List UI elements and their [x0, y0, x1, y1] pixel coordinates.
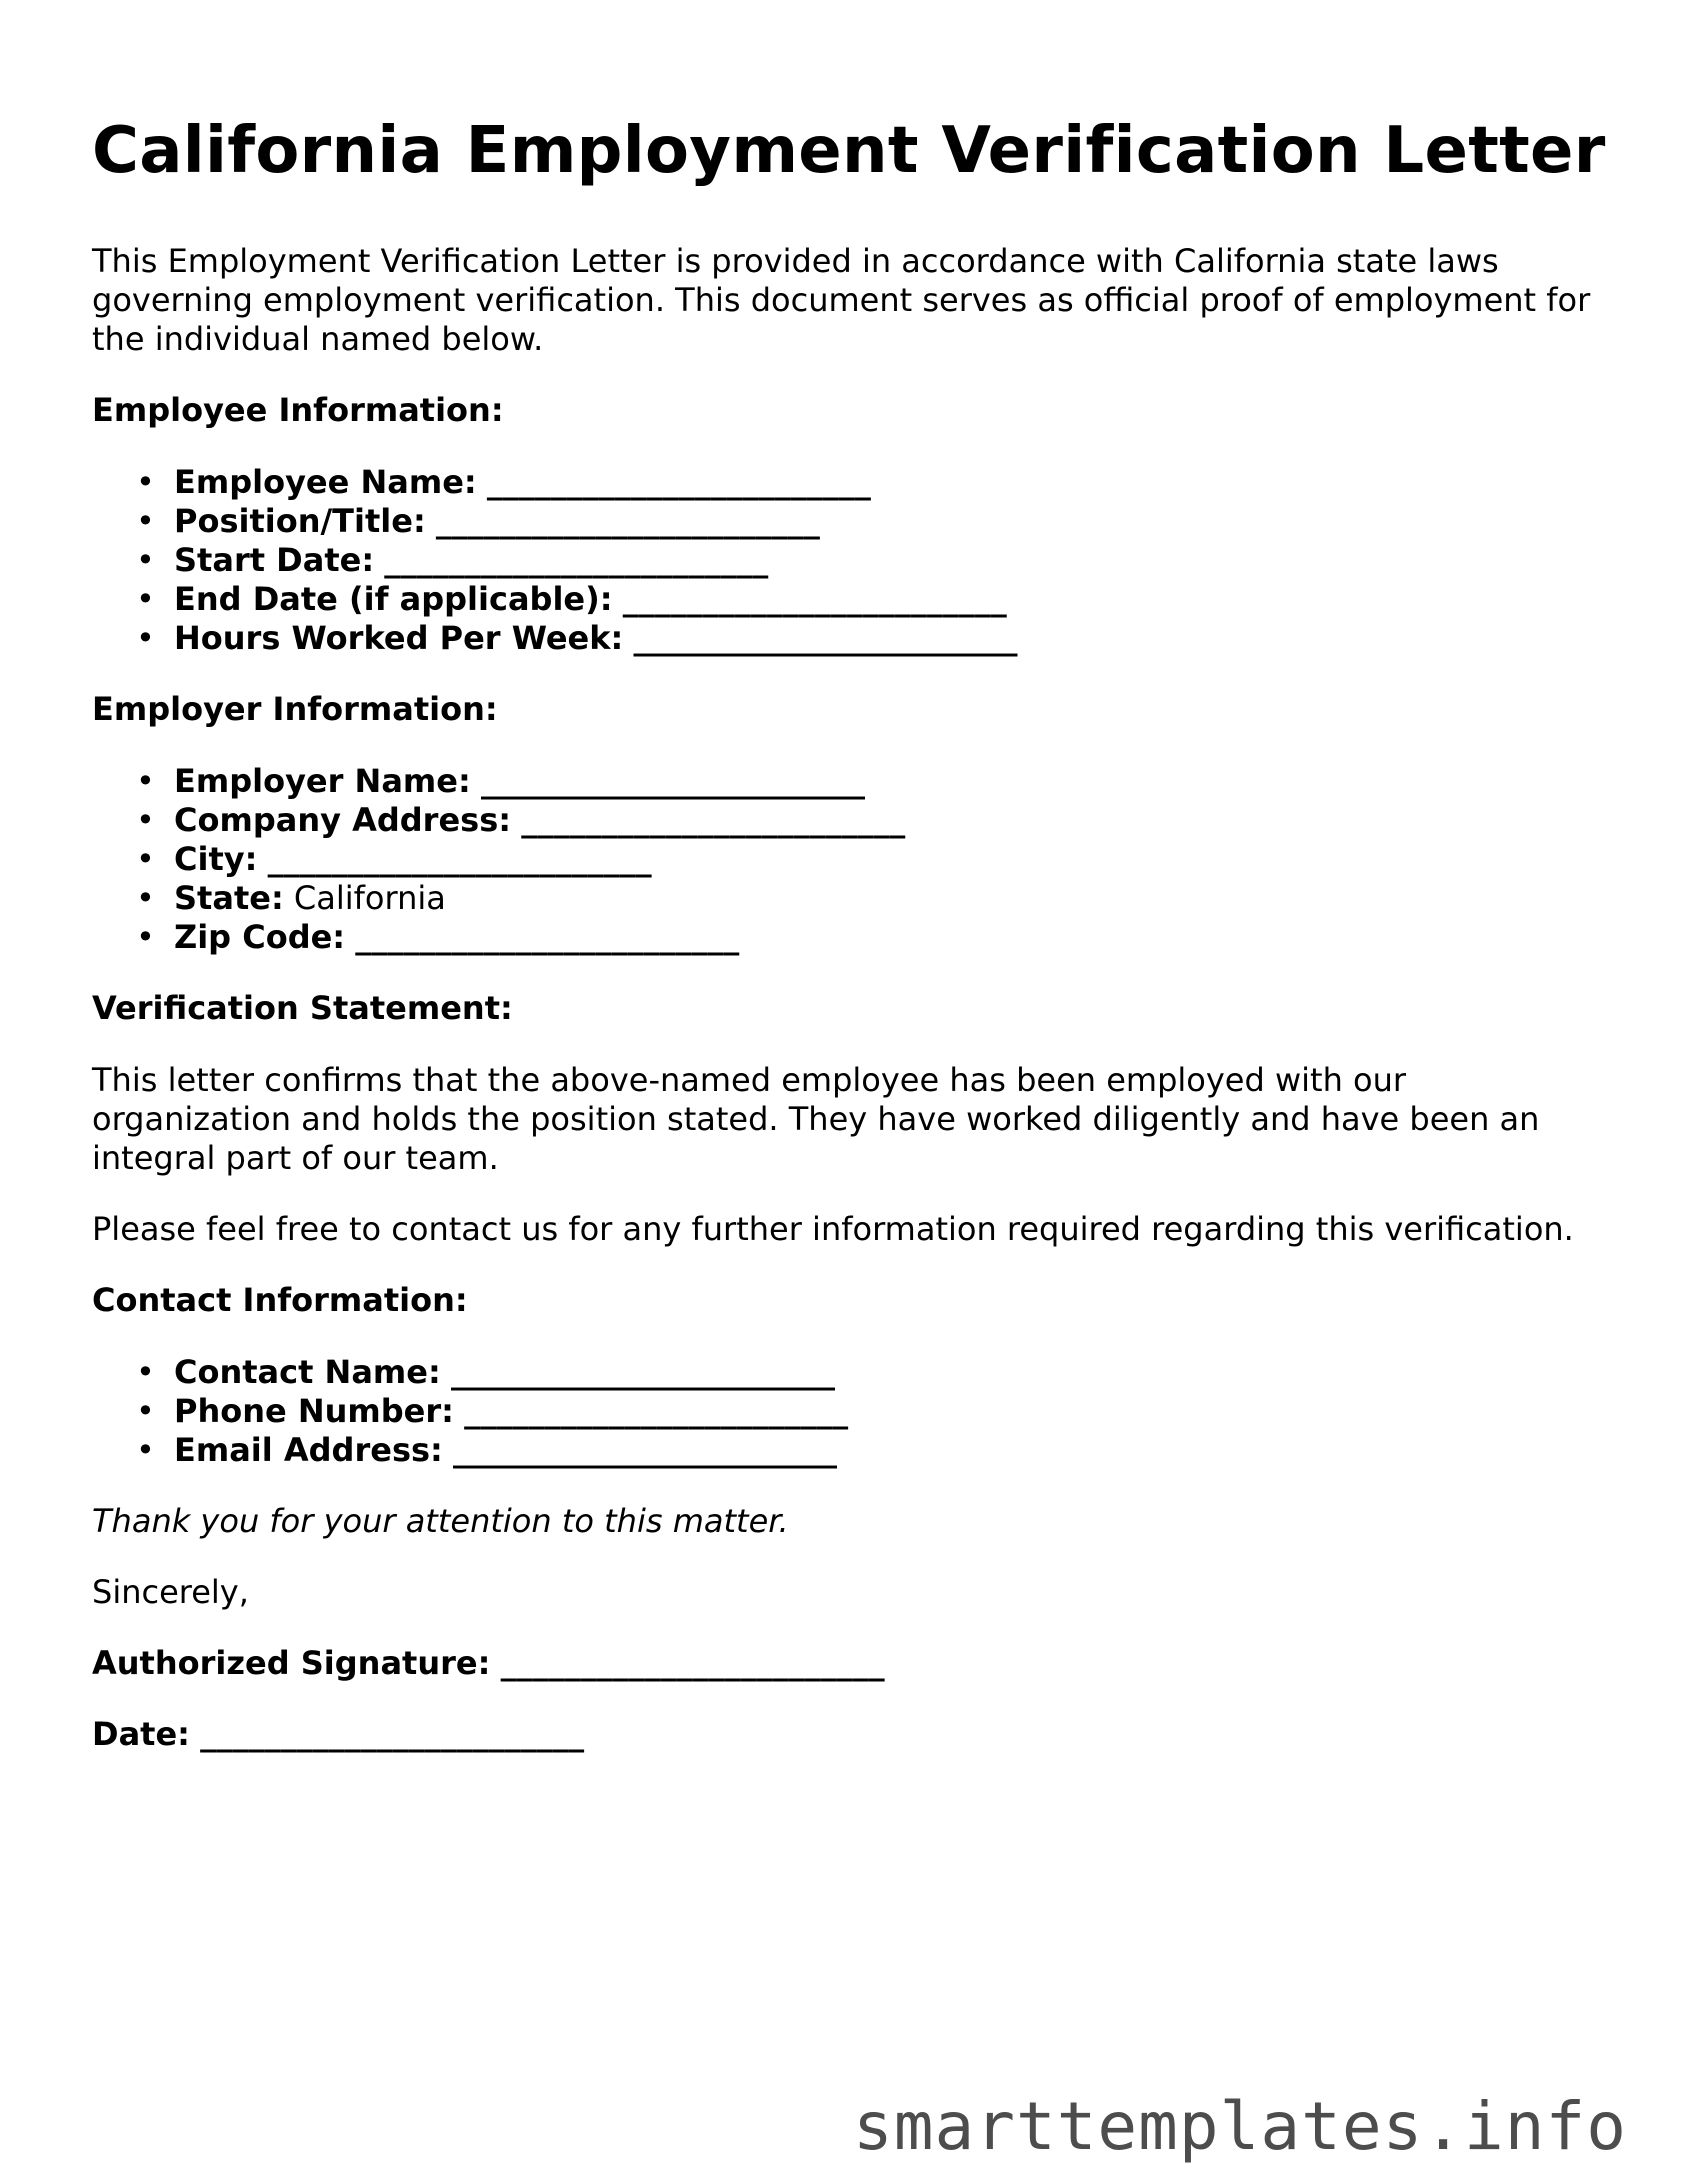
field-employer-name: [136, 762, 1612, 801]
field-position-title: [136, 502, 1612, 541]
signature-blank-line[interactable]: ________________________: [500, 1644, 885, 1682]
bullet-icon: •: [136, 840, 155, 878]
field-label: Zip Code:: [174, 918, 346, 956]
blank-line[interactable]: ________________________: [480, 762, 865, 800]
field-state: [136, 879, 1612, 918]
bullet-icon: •: [136, 1392, 155, 1430]
field-label: End Date (if applicable):: [174, 580, 613, 618]
field-phone-number: [136, 1392, 1612, 1431]
blank-line[interactable]: ________________________: [450, 1353, 835, 1391]
field-email-address: [136, 1431, 1612, 1470]
employee-section-heading: Employee Information:: [92, 391, 504, 429]
bullet-icon: •: [136, 918, 155, 956]
field-contact-name: [136, 1353, 1612, 1392]
bullet-icon: •: [136, 801, 155, 839]
blank-line[interactable]: ________________________: [486, 463, 871, 501]
blank-line[interactable]: ________________________: [267, 840, 652, 878]
field-label: Company Address:: [174, 801, 512, 839]
field-label: Hours Worked Per Week:: [174, 619, 624, 657]
bullet-icon: •: [136, 762, 155, 800]
field-label: Contact Name:: [174, 1353, 441, 1391]
thanks-line: Thank you for your attention to this matter.: [92, 1502, 789, 1540]
employer-section-heading: Employer Information:: [92, 690, 498, 728]
field-label: Position/Title:: [174, 502, 426, 540]
contact-section-heading: Contact Information:: [92, 1281, 468, 1319]
bullet-icon: •: [136, 1353, 155, 1391]
field-label: Employer Name:: [174, 762, 471, 800]
employee-field-list: [92, 463, 1612, 658]
date-row: [92, 1715, 1612, 1754]
contact-field-list: [92, 1353, 1612, 1470]
blank-line[interactable]: ________________________: [622, 580, 1007, 618]
field-label: Start Date:: [174, 541, 375, 579]
blank-line[interactable]: ________________________: [435, 502, 820, 540]
blank-line[interactable]: ________________________: [355, 918, 740, 956]
bullet-icon: •: [136, 580, 155, 618]
field-end-date: [136, 580, 1612, 619]
document-page: [92, 112, 1612, 1786]
field-label: City:: [174, 840, 258, 878]
bullet-icon: •: [136, 541, 155, 579]
bullet-icon: •: [136, 502, 155, 540]
blank-line[interactable]: ________________________: [521, 801, 906, 839]
blank-line[interactable]: ________________________: [453, 1431, 837, 1469]
page-title: California Employment Verification Letter: [92, 114, 1606, 188]
watermark: smarttemplates.info: [853, 2088, 1627, 2165]
verification-paragraph-1: This letter confirms that the above-named employee has been employed with our organization and holds the position stated. They have worked diligently and have been an integral part of our team.: [92, 1061, 1540, 1177]
blank-line[interactable]: ________________________: [633, 619, 1018, 657]
intro-paragraph: This Employment Verification Letter is provided in accordance with California state laws governing employment verification. This document serves as official proof of employment for the individual named below.: [92, 242, 1591, 358]
sign-off: Sincerely,: [92, 1573, 249, 1611]
field-hours-per-week: [136, 619, 1612, 658]
field-label: Phone Number:: [174, 1392, 454, 1430]
bullet-icon: •: [136, 619, 155, 657]
state-value: California: [293, 879, 446, 917]
field-label: Email Address:: [174, 1431, 443, 1469]
date-blank-line[interactable]: ________________________: [200, 1715, 585, 1753]
employer-field-list: [92, 762, 1612, 957]
field-zip-code: [136, 918, 1612, 957]
date-label: Date:: [92, 1715, 190, 1753]
signature-row: [92, 1644, 1612, 1683]
field-company-address: [136, 801, 1612, 840]
blank-line[interactable]: ________________________: [464, 1392, 849, 1430]
field-label: Employee Name:: [174, 463, 477, 501]
field-label: State:: [174, 879, 284, 917]
signature-label: Authorized Signature:: [92, 1644, 491, 1682]
verification-paragraph-2: Please feel free to contact us for any further information required regarding this verification.: [92, 1210, 1574, 1248]
bullet-icon: •: [136, 879, 155, 917]
field-city: [136, 840, 1612, 879]
verification-section-heading: Verification Statement:: [92, 989, 513, 1027]
bullet-icon: •: [136, 1431, 155, 1469]
field-start-date: [136, 541, 1612, 580]
blank-line[interactable]: ________________________: [384, 541, 769, 579]
field-employee-name: [136, 463, 1612, 502]
bullet-icon: •: [136, 463, 155, 501]
